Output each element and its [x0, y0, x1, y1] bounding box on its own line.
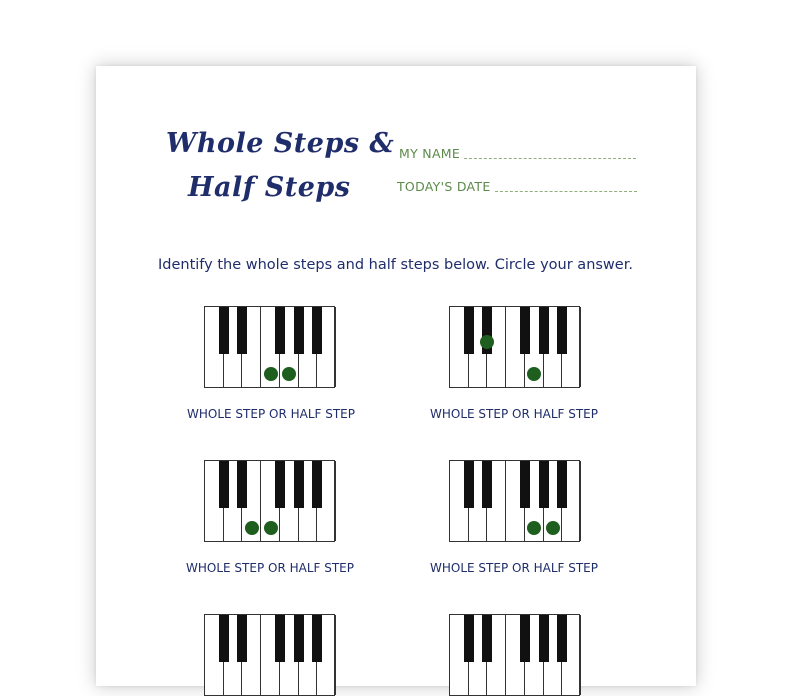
black-key — [294, 307, 304, 354]
keyboard-diagram — [204, 614, 335, 696]
worksheet-title-line2: Half Steps — [188, 172, 351, 203]
date-line — [495, 190, 637, 192]
black-key — [219, 461, 229, 508]
black-key — [539, 461, 549, 508]
black-key — [539, 615, 549, 662]
answer-choice[interactable]: WHOLE STEP OR HALF STEP — [186, 561, 354, 575]
date-field[interactable] — [397, 179, 637, 194]
black-key — [219, 615, 229, 662]
name-field[interactable] — [399, 146, 636, 161]
black-key — [557, 615, 567, 662]
black-key — [539, 307, 549, 354]
key-marker-dot — [546, 521, 560, 535]
black-key — [312, 307, 322, 354]
keyboard-diagram — [204, 306, 335, 388]
keyboard-diagram — [449, 460, 580, 542]
black-key — [520, 307, 530, 354]
answer-choice[interactable]: WHOLE STEP OR HALF STEP — [430, 561, 598, 575]
worksheet-title-line1: Whole Steps & — [166, 128, 395, 159]
instructions-text: Identify the whole steps and half steps below. Circle your answer. — [158, 257, 633, 273]
key-marker-dot — [264, 367, 278, 381]
black-key — [275, 307, 285, 354]
date-label: TODAY'S DATE — [397, 179, 491, 194]
black-key — [464, 461, 474, 508]
black-key — [294, 461, 304, 508]
name-label: MY NAME — [399, 146, 461, 161]
black-key — [557, 461, 567, 508]
keyboard-diagram — [204, 460, 335, 542]
keyboard-diagram — [449, 306, 580, 388]
answer-choice[interactable]: WHOLE STEP OR HALF STEP — [430, 407, 598, 421]
black-key — [275, 615, 285, 662]
black-key — [482, 615, 492, 662]
black-key — [294, 615, 304, 662]
keyboard-diagram — [449, 614, 580, 696]
black-key — [275, 461, 285, 508]
black-key — [219, 307, 229, 354]
key-marker-dot — [264, 521, 278, 535]
black-key — [520, 615, 530, 662]
name-line — [464, 157, 636, 159]
black-key — [464, 615, 474, 662]
key-marker-dot — [245, 521, 259, 535]
black-key — [557, 307, 567, 354]
answer-choice[interactable]: WHOLE STEP OR HALF STEP — [187, 407, 355, 421]
black-key — [312, 615, 322, 662]
black-key — [464, 307, 474, 354]
black-key — [237, 615, 247, 662]
black-key — [237, 461, 247, 508]
black-key — [312, 461, 322, 508]
black-key — [237, 307, 247, 354]
black-key — [520, 461, 530, 508]
black-key — [482, 461, 492, 508]
